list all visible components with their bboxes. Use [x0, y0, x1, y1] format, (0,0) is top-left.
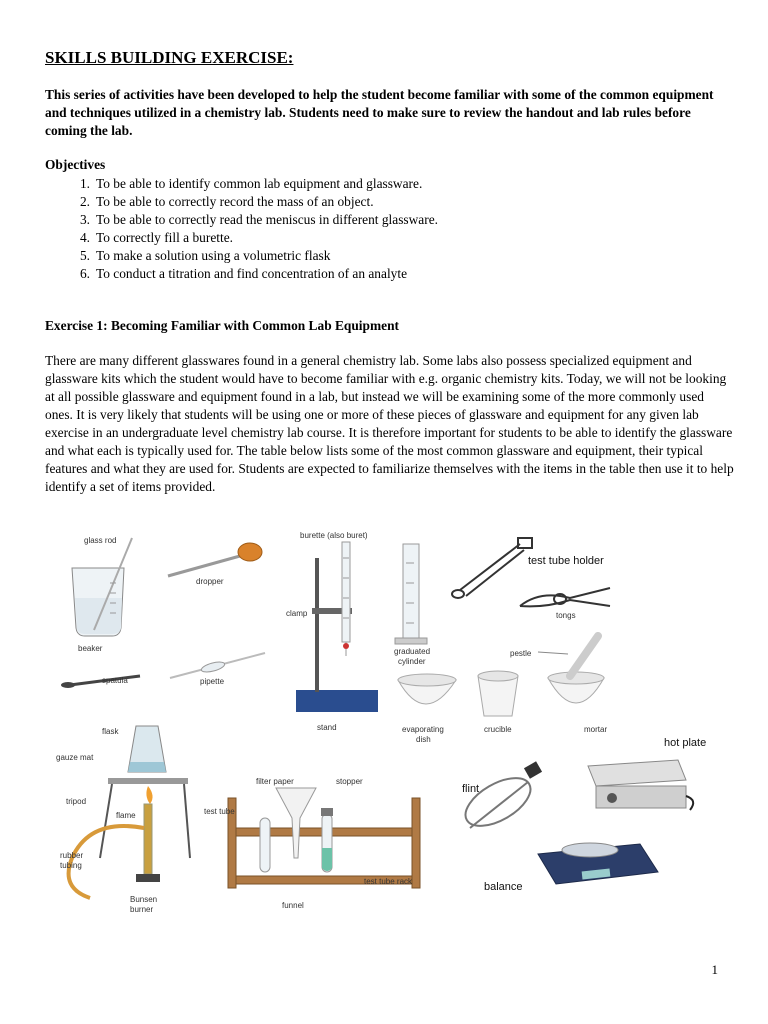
label-balance: balance — [484, 881, 523, 893]
label-bunsen: Bunsen — [130, 895, 158, 904]
list-item: 2. To be able to correctly record the mass of an object. — [79, 194, 374, 209]
crucible-illustration — [478, 671, 518, 716]
objectives-heading: Objectives — [45, 157, 106, 172]
list-item: 1. To be able to identify common lab equipment and glassware. — [79, 176, 423, 191]
label-stopper: stopper — [336, 777, 363, 786]
label-flame: flame — [116, 811, 136, 820]
label-crucible: crucible — [484, 725, 512, 734]
balance-illustration — [538, 843, 658, 884]
lab-equipment-figure — [50, 528, 730, 920]
objectives-list — [45, 175, 438, 283]
label-dropper: dropper — [196, 577, 224, 586]
label-beaker: beaker — [78, 644, 103, 653]
label-rubber: rubber — [60, 851, 84, 860]
beaker-illustration — [72, 538, 132, 636]
label-test-tube-rack: test tube rack — [364, 877, 413, 886]
exercise-paragraph: There are many different glasswares found in a general chemistry lab. Some labs also possess specialized equipment and glassware kits which the student would have to become familiar with e.g. organic chemistry kits. Today, we will not be looking at all possible glassware and equipment found in a lab, but instead we will be examining some of the more commonly used ones. It is very likely that students will be using one or more of these pieces of glassware and equipment for any given lab exercise in an undergraduate level chemistry lab course. It is therefore important for students to be able to identify the glassware and what each is typically used for. The table below lists some of the most common glassware and equipment, their typical features and what they are used for. Students are expected to familiarize themselves with the items in the table then use it to help identify a set of items provided. — [45, 353, 734, 494]
label-glass-rod: glass rod — [84, 536, 117, 545]
label-clamp: clamp — [286, 609, 308, 618]
hot-plate-illustration — [588, 760, 693, 810]
intro-paragraph: This series of activities have been developed to help the student become familiar with some of the common equipment and techniques utilized in a chemistry lab. Students need to make sure to review the handout and lab rules before coming the lab. — [45, 87, 714, 138]
label-flint: flint — [462, 783, 480, 795]
spatula-illustration — [61, 676, 140, 688]
label-burette: burette (also buret) — [300, 531, 368, 540]
list-item: 5. To make a solution using a volumetric flask — [79, 248, 331, 263]
label-gauze-mat: gauze mat — [56, 753, 94, 762]
label-graduated: graduated — [394, 647, 431, 656]
dropper-illustration — [168, 543, 262, 576]
burette-stand-illustration — [296, 542, 378, 712]
label-test-tube-holder: test tube holder — [528, 555, 604, 567]
label-flask: flask — [102, 727, 119, 736]
pipette-illustration — [170, 653, 265, 678]
label-stand: stand — [317, 723, 337, 732]
label-pestle: pestle — [510, 649, 532, 658]
label-filter-paper: filter paper — [256, 777, 294, 786]
mortar-pestle-illustration — [538, 636, 604, 703]
evaporating-dish-illustration — [398, 674, 456, 704]
label-pipette: pipette — [200, 677, 225, 686]
label-spatula: spatula — [102, 676, 128, 685]
label-cylinder: cylinder — [398, 657, 426, 666]
label-tripod: tripod — [66, 797, 87, 806]
label-burner: burner — [130, 905, 154, 914]
list-item: 4. To correctly fill a burette. — [79, 230, 233, 245]
page-number: 1 — [711, 962, 718, 977]
label-tubing: tubing — [60, 861, 82, 870]
label-hot-plate: hot plate — [664, 737, 707, 749]
tongs-illustration — [520, 588, 610, 606]
test-tube-holder-illustration — [452, 538, 532, 598]
label-mortar: mortar — [584, 725, 608, 734]
label-dish: dish — [416, 735, 431, 744]
exercise-heading: Exercise 1: Becoming Familiar with Common Lab Equipment — [45, 318, 399, 333]
label-funnel: funnel — [282, 901, 304, 910]
test-tube-rack-illustration — [228, 788, 420, 888]
list-item: 6. To conduct a titration and find concentration of an analyte — [79, 266, 408, 281]
graduated-cylinder-illustration — [395, 544, 427, 644]
flint-illustration — [458, 761, 542, 835]
label-test-tube: test tube — [204, 807, 235, 816]
label-evaporating: evaporating — [402, 725, 444, 734]
label-tongs: tongs — [556, 611, 576, 620]
list-item: 3. To be able to correctly read the meniscus in different glassware. — [79, 212, 439, 227]
page-title: SKILLS BUILDING EXERCISE: — [45, 48, 294, 67]
